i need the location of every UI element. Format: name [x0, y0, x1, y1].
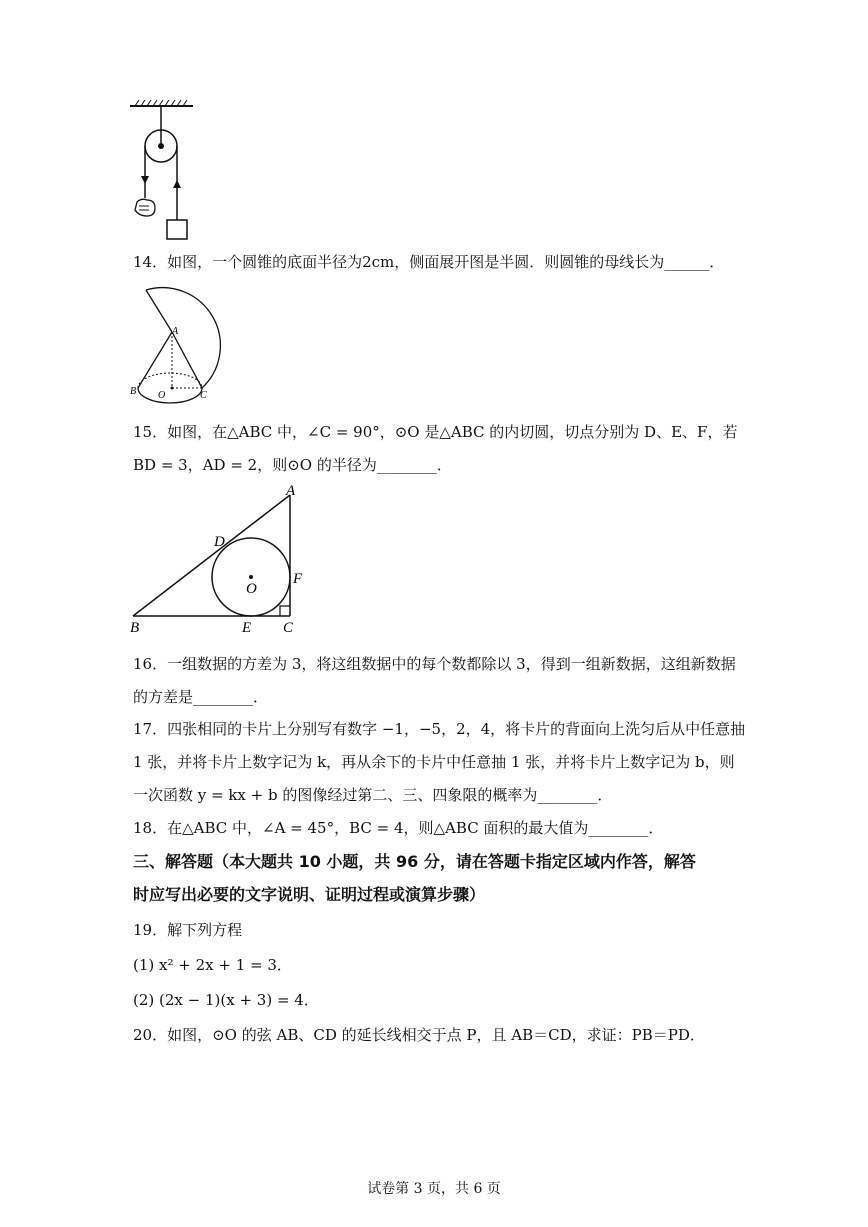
- triangle-figure: [128, 483, 318, 638]
- question-16-line2: 的方差是________．: [133, 688, 269, 706]
- triangle-label-d: D: [214, 534, 225, 550]
- section-3-heading-line1: 三、解答题（本大题共 10 小题，共 96 分，请在答题卡指定区域内作答，解答: [133, 852, 696, 871]
- question-17-line2: 1 张，并将卡片上数字记为 k，再从余下的卡片中任意抽 1 张，并将卡片上数字记为 b，则: [133, 753, 735, 771]
- cone-label-b: B: [130, 386, 137, 397]
- question-17-line1: 17．四张相同的卡片上分别写有数字 −1，−5，2，4，将卡片的背面向上洗匀后从中任意抽: [133, 720, 746, 738]
- question-19-part1: (1) x² + 2x + 1 = 3．: [133, 956, 292, 974]
- question-20: 20．如图，⊙O 的弦 AB、CD 的延长线相交于点 P，且 AB＝CD，求证：PB＝PD．: [133, 1026, 705, 1044]
- section-3-heading-line2: 时应写出必要的文字说明、证明过程或演算步骤）: [133, 885, 486, 904]
- question-19-part2: (2) (2x − 1)(x + 3) = 4．: [133, 991, 319, 1009]
- cone-label-a: A: [172, 326, 179, 337]
- triangle-label-e: E: [242, 620, 252, 636]
- pulley-figure: [125, 98, 205, 243]
- question-16-line1: 16．一组数据的方差为 3，将这组数据中的每个数都除以 3，得到一组新数据，这组新数据: [133, 655, 736, 673]
- question-18: 18．在△ABC 中，∠A = 45°，BC = 4，则△ABC 面积的最大值为________．: [133, 819, 664, 837]
- triangle-label-c: C: [283, 620, 294, 636]
- question-14: 14．如图，一个圆锥的底面半径为2cm，侧面展开图是半圆．则圆锥的母线长为______．: [133, 253, 725, 271]
- triangle-label-b: B: [130, 620, 140, 636]
- question-17-line3: 一次函数 y = kx + b 的图像经过第二、三、四象限的概率为________．: [133, 786, 613, 804]
- page-footer: 试卷第 3 页，共 6 页: [367, 1181, 501, 1197]
- cone-label-o: O: [158, 390, 166, 401]
- question-19-title: 19．解下列方程: [133, 921, 243, 939]
- question-15-line2: BD = 3，AD = 2，则⊙O 的半径为________．: [133, 456, 452, 474]
- question-15-line1: 15．如图，在△ABC 中，∠C = 90°，⊙O 是△ABC 的内切圆，切点分别为 D、E、F，若: [133, 423, 738, 441]
- cone-figure: [128, 280, 238, 410]
- triangle-label-a: A: [286, 483, 296, 499]
- triangle-label-f: F: [293, 571, 303, 587]
- triangle-label-o: O: [246, 581, 257, 597]
- cone-label-c: C: [200, 390, 207, 401]
